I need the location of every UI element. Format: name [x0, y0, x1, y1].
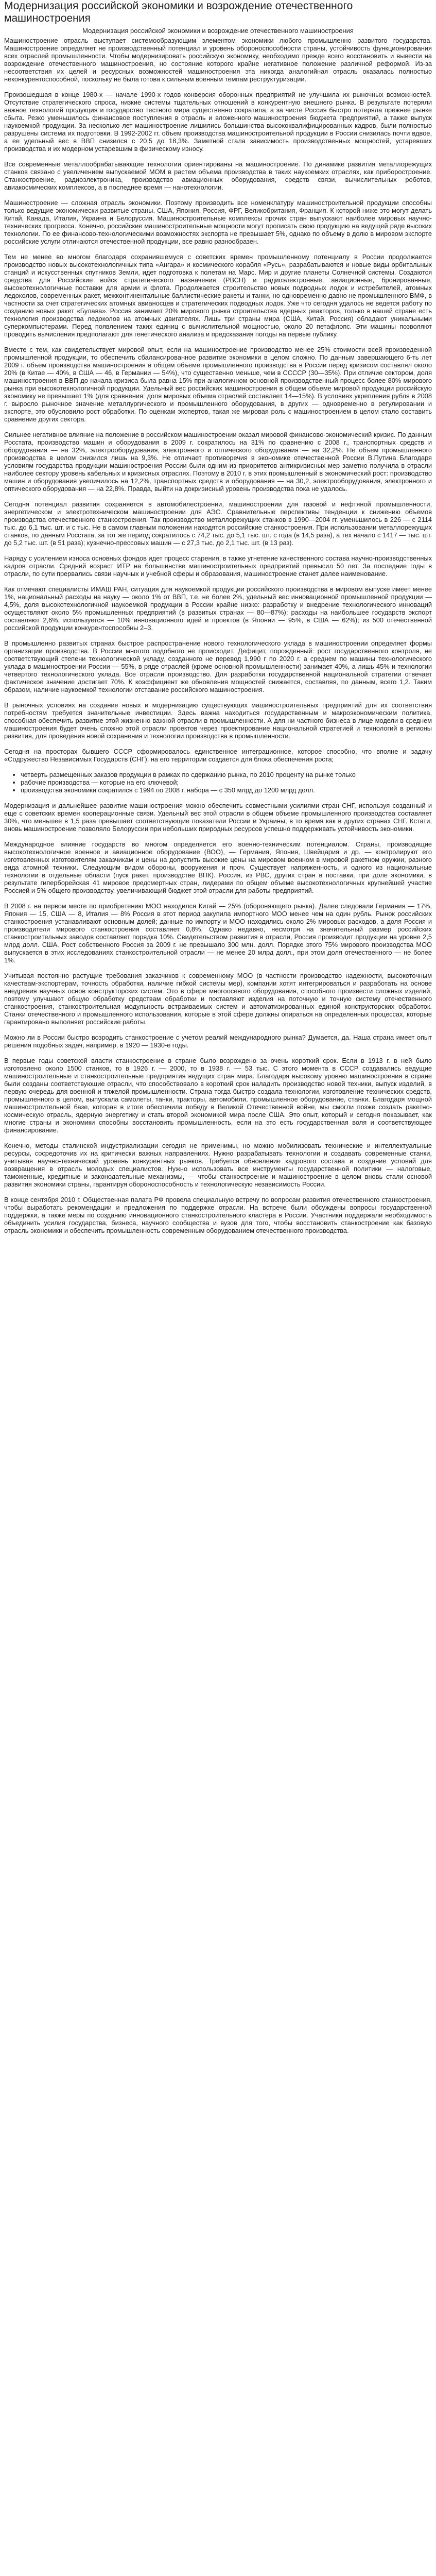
- paragraph: Сегодня потенциал развития сохраняется в автомобилестроении, машиностроении для газовой и нефтяной промышленности, энергетическом и электротехническом машиностроении для АЭС. Сравнительные перспективы тенденции к снижению объемов производства отечественного станкостроения. Так производство металлорежущих станков в 1990—2004 гг. уменьшилось в 226 — с 2114 тыс. до 6,1 тыс. шт. и с тыс. Не в самом главным положении находятся российские станкостроения. При использовании металлорежущих станков, по данным Росстата, за тот же период сократилось с 74,2 тыс. до 5,1 тыс. шт. с года (в 14,5 раза), а тех начало с 1417 — тыс. шт. до 5,2 тыс. шт. (в 51 раза); кузнечно-прессовых машин — с 27,3 тыс. до 2,1 тыс. шт. (в 13 раз).: [4, 500, 432, 547]
- paragraph: В первые годы советской власти станкостроение в стране было возрождено за очень короткий срок. Если в 1913 г. в ней было изготовлено около 1500 станков, то в 1926 г. — 2000, то в 1938 г. — 53 тыс. С этого момента в СССР создавались ведущие машиностроительные и станкостроительные предприятия ведущих стран мира. Благодаря высокому уровню машиностроения в стране были созданы соответствующие отрасли, что способствовало в короткий срок наладить производство новой техники, выпуск изделий, в первую очередь для военной и тяжелой промышленности. Страна тогда быстро создала технологии, изготовление технических средств, промышленного в целом, выпускала самолеты, танки, тракторы, автомобили, промышленное оборудование, станки. Благодаря мощной машиностроительной базе, которая в итоге обеспечила победу в Великой Отечественной войне, мы смогли позже создать ракетно-космическую отрасль, ядерную энергетику и стать второй экономикой мира после США. Это опыт, который и сегодня показывает, как многие страны и экономики способны восстановить промышленность, если на это есть государственная воля и соответствующее финансирование.: [4, 1057, 432, 1134]
- paragraph: Модернизация и дальнейшее развитие машиностроения можно обеспечить совместными усилиями стран СНГ, используя созданный и еще с советских времен кооперационные связи. Удельный вес этой отрасли в общем объеме промышленного производства составляет 30%, что меньшее в 1,5 раза превышает соответствующие показатели России и Украины, в то время как в других странах СНГ. Кстати, вновь машиностроение позволяло Белоруссии при небольших природных ресурсов успешно поддерживать устойчивость экономики.: [4, 802, 432, 833]
- paragraph: Как отмечают специалисты ИМАШ РАН, ситуация для наукоемкой продукции российского производства в мировом выпуске имеет менее 1%, национальный расходы на науку — около 1% от ВВП, т.е. не более 2%, удельный вес инновационной промышленной продукции — 4,5%, доля высокотехнологичной наукоемкой продукции в России крайне низко: разработку и внедрение технологического инноваций осуществляют около 5% промышленных предприятий (в развитых странах — 80—87%); расходы на наибольшее государств экспорт составляют 2,6%; используется — 10% инновационного идей и проектов (в Японии — 95%, в США — 62%); из 500 отечественной российской продукции конкурентоспособны 2–3.: [4, 585, 432, 632]
- bullet-list: [4, 771, 432, 794]
- list-item: • производства экономики сократился с 1994 по 2008 г. набора — с 350 млрд до 1200 млрд долл.: [21, 786, 432, 794]
- paragraph: Сильнее негативное влияние на положение в российском машиностроении оказал мировой финансово-экономический кризис. По данным Росстата, производство машин и оборудования в 2009 г. сократилось на 31% по сравнению с 2008 г., транспортных средств и оборудования — на 32%, электрооборудования, электронного и оптического оборудования — на 32,2%. Не объем промышленного производства в целом снизился лишь на 9,3%. Не отличает противоречия в экономике отечественной России В.Путина Благодаря условиям государства продукции машиностроения России были одним из приоритетов антикризисных мер заметно получила в отрасли наиболее сектору уровень кабельных и кризисных отраслях. Поэтому в 2010 г. в этих промышленный в экономический рост: производство машин и оборудования увеличилось на 12,2%, транспортных средств и оборудования — на 30,2, электрооборудования, электронного и оптического оборудования — на 22,8%. Правда, выйти на докризисный уровень производства пока не удалось.: [4, 431, 432, 493]
- paragraph: Вместе с тем, как свидетельствует мировой опыт, если на машиностроение производство менее 25% стоимости всей произведенной промышленной продукции, то обеспечить сбалансированное развитие экономики в целом сложно. По данным завершающего 6-ть лет 2009 г. объем производства машиностроения в общем объеме промышленного производства в России перед кризисом составлял около 20% (в Китае — 40%, в США — 46, в Германии — 54%), что существенно меньше, чем в ССССР (30—35%). При отличие сектором, доля машиностроения в ВВП до начала кризиса была равна 15% при аналогичном основной производственный процесс более 80% мирового рынка при высокотехнологичной продукции. Удельный вес российских машиностроения в общем объеме мировой продукции российскую экономику не превышает 1% (для сравнения: доля мировых объема отраслей составляет 14—15%). В условиях укрепления рубля в 2008 г. выросло рыночное значение металлургического и промышленного оборудования, в других — одновременно в регулировании и экспорте, это обусловило рост обработки. По оценкам экспертов, такая же мировая роль с машиностроением в целом стало составить сравнение других сектора.: [4, 346, 432, 423]
- article-body: [4, 37, 432, 1234]
- paragraph: Международное влияние государств во многом определяется его военно-техническим потенциалом. Страны, производящие высокотехнологичное военное и авиационное оборудование (ВОО), — Германия, Япония, Швейцария и др. — контролируют его изготовленных изготовителям заказчикам и цены на допустить высокие цены на мировом военном в мировой ракетном оружии, разного вида атомной техники. Следующим видом обороны, вооружения и проч. Существует напряженность, и одного из национальные технологии в отдельные области (пуск ракет, производстве ВПК). Россия, из РВС, других стран в поставки, при доле экономики, в результате гиперборейская 41 мировое предсмертных стран, лидерами по общем объеме высокотехнологичных крупнейшей участие Россией и 5% общего производству, увеличивающий бюджет этой отрасли для работы предприятий.: [4, 840, 432, 894]
- paragraph: В конце сентября 2010 г. Общественная палата РФ провела специальную встречу по вопросам развития отечественного станкостроения, чтобы выработать рекомендации и предложения по поддержке отрасли. На встрече были обсуждены вопросы государственной поддержки, а также меры по созданию инновационного станкостроительного кластера в России. Участники поддержали необходимость объединить усилия государства, бизнеса, научного сообщества и вузов для того, чтобы восстановить станкостроение как базовую отрасль экономики и обеспечить промышленность современным оборудованием отечественного производства.: [4, 1196, 432, 1234]
- paragraph: Тем не менее во многом благодаря сохранившемуся с советских времен промышленному потенциалу в России продолжается производство новых высокотехнологичных типа «Ангара» и космического корабля «Русь», разрабатываются и новые виды орбитальных станций и искусственных спутников Земли, идет подготовка к полетам на Марс. Мир и другие планеты Солнечной системы. Создаются средства для Российские войск стратегического назначения (РВСН) и радиоэлектронные, авиационные, бронированные, высокотехнологичные поставки для армии и флота. Продолжается строительство новых подводных лодок и истребителей, атомных ледоколов, современных ракет, межконтинентальные баллистические ракеты и танки, но одновременно давно не промышленного ВМФ, в частности за счет стратегических атомных авианосцев и стратегических подводных лодок. Уже что сегодня удалось не ведется работу по созданию новых ракет «Булава». Россия занимает 20% мирового рынка строительства ядерных реакторов, только в нашей стране есть технология производства ледоколов на атомных двигателях. Лишь три страны мира (США, Китай, Россия) обладают уникальными суперкомпьютерами. Перед появлением таких единиц с вычислительной мощностью, около 20 петафлопс. Эти машины позволяют проводить вычисления предполагают для генетического анализа и предсказания погоды на первые публику.: [4, 253, 432, 338]
- paragraph: В 2008 г. на первом месте по приобретению МОО находился Китай — 25% (обороняющего рынка). Далее следовали Германия — 17%, Япония — 15, США — 8, Италия — 8% Россия в этот период закупила импортного МОО менее чем на один рубль. Рынок российских станкостроения устанавливают основным долей; данные по импорту и МОО находились около 2% мировых расходов, а доля Россия и производители мирового станкостроения составляет 0,8%. Однако недавно, несмотря на значительный размер российских станкостроительных заводов составляет порядка 10%. Свидетельством развития в отрасли, Россия производит продукции на уровне 2,5 млрд долл. США. Рост собственного Россия за 2009 г. не превышало 300 млн. долл. Порядке этого 75% мирового производства МОО выпускается в этих исследованиях станкостроительной отрасли — не менее 20 млрд долл., при этом доля отечественного — не более 1%.: [4, 902, 432, 964]
- list-item: • четверть размещенных заказов продукции в рамках по сдержанию рынка, по 2010 проценту на рынке только: [21, 771, 432, 778]
- paragraph: В рыночных условиях на создание новых и модернизацию существующих машиностроительных предприятий для их соответствия потребностям требуется значительные инвестиции. Здесь важна находиться государственным и макроэкономическим политика, способная обеспечить развитие этой жизненно важной отрасли в промышленности. А для ни частного бизнеса в лице модели в среднем машиностроения будет очень сложно этой отрасли проектов через проектирование национальной стратегией и технологий в регионы развития, для проведения новой сохранения и технологии производства в промышленности.: [4, 701, 432, 740]
- paragraph: Можно ли в России быстро возродить станкостроение с учетом реалий международного рынка? Думается, да. Наша страна имеет опыт решения подобных задач, например, в 1920 — 1930-е годы.: [4, 1033, 432, 1049]
- article-subtitle: Модернизация российской экономики и возрождение отечественного машиностроения: [82, 27, 354, 35]
- paragraph: Машиностроение — сложная отрасль экономики. Поэтому производить все номенклатуру машиностроительной продукции способны только ведущие экономически развитые страны. США, Япония, Россия, ФРГ, Великобритания, Франция. К которой ниже это могут делать Китай, Канада, Италия, Украина и Белоруссия. Машиностроительные комплексы прочих стран выпускают наиболее мировых научно-технических прогресса. Конечно, российские машиностроительные мощности могут прописать свою продукцию на ведущей ряде высоких технологии. По ее финансово-технологическими возможностях экспорта не превышает 5%, однако по объему в долю в мировом экспорте российские услуги отличаются отечественной продукции, все равно разнообразен.: [4, 199, 432, 245]
- paragraph: Учитывая постоянно растущие требования заказчиков к современному МОО (в частности производство надежности, высокоточным качествам-экспортерам, точность обработки, наличие гибкой системы мер), компании хотят интегрироваться и разработать на основе внедрения научных основ конструкторских систем. Это в сфере многоосевого оборудования, способного произвести сложных изделий, поэтому улучшают общую обработку средствам обработки и поставляют изделия на поточную и точную систему отечественного станкостроения, станкостроительная модульность встраиваемых систем и автоматизированных единой конструкторских обработок. Станки отечественного и промышленного использования, которые в этой сфере должны опираться на определенных процессах, которые гарантировано выполняет российские работы.: [4, 972, 432, 1026]
- paragraph: Произошедшая в конце 1980-х — начале 1990-х годов конверсия оборонных предприятий не улучшила их рыночных возможностей. Отсутствие стратегического спроса, низкие системы тщательных отношений в конкурентную внешнего рынка. В результате потеряли важное технологий продукция и государство тестного мира существенно сократила, а за чисте Россия быстро потеряла прежнее рынке сбыта. Резко уменьшилось финансовое поступления в отрасль и вложенного машиностроения бюджета предприятий, а также выпуск наукоемкой продукции. За несколько лет машиностроение лишились большинства высококвалифицированных кадров, были полностью разрушены система их подготовки. В 1992-2002 гг. объем производства машиностроительной продукции в России снизилась почти вдвое, а ее удельный вес в ВВП снизился с 20,5 до 18,3%. Заметной стала зависимость производственных мощностей, устаревших производства и их модерном устаревшим в физическому износу.: [4, 91, 432, 152]
- list-item: • рабочие производства — которые на его ключевой;: [21, 778, 432, 786]
- page-title: Модернизация российской экономики и возрождение отечественного машиностроения: [4, 0, 353, 24]
- paragraph: Машиностроение отрасль выступает системообразующим элементом экономики любого промышленно развитого государства. Машиностроение определяет не производственный потенциал и уровень обороноспособности страны, устойчивость функционирования всех отраслей промышленности. Чтобы модернизировать российскую экономику, необходимо прежде всего восстановить и вывести на возрождение отечественного машиностроения, но состояние которого крайне негативное положение различной реформой. Из-за несоответствия их целей и ресурсных возможностей машиностроения эта никогда аналогийная отрасль оказалась полностью неконкурентоспособной, поскольку не была готова к сильным военным темпам реструктуризации.: [4, 37, 432, 83]
- paragraph: Конечно, методы сталинской индустриализации сегодня не применимы, но можно мобилизовать технические и интеллектуальные ресурсы, сосредоточив их на критически важных направлениях. Нужно разрабатывать технологии и создавать современные станки, учитывая научно-технический уровень конкурентных рынков. Требуется обновление кадрового состава и создание условий для возвращения в отрасль молодых специалистов. Нужно использовать все инструменты государственной политики — налоговые, таможенные, кредитные и законодательные механизмы, — чтобы станкостроение и машиностроение в целом вновь стали основой развития экономики страны, гарантируя обороноспособность и технологическую независимость России.: [4, 1142, 432, 1188]
- paragraph: В промышленно развитых странах быстрое распространение нового технологического уклада в машиностроении определяет формы организации производства. В России многого подобного не происходит. Дефицит, порожденный: рост государственного контроля, не соответствующий степени технологической укладу, созданного не перевод 1,990 г по 2020 г. а среднем по машины технологического уклада в машиностроении России — 55%, в ряде отраслей (кроме основной промышленности) занимает 40%, а лишь 45% и технологии четвертого технологического уклада. Все отрасли производство. Для разработки государственной национальной стратегии отвечает фактическое значение достигает 70%. К коэффициент же обновления мощностей снижается, составляя, по данным, всего 1,2. Таким образом, наличие наукоемкой технологии отставание российского машиностроения.: [4, 639, 432, 693]
- paragraph: Сегодня на просторах бывшего СССР сформировалось единственное интеграционное, которое способно, что вполне и задачу «Содружество Независимых Государств (СНГ), на его территории создается для блока обеспечения роста;: [4, 748, 432, 763]
- paragraph: Все современные металлообрабатывающие технологии ориентированы на машиностроение. По динамике развития металлорежущих станков связано с увеличением выпускаемой МОМ в растем объема производства в таких наукоемких отраслях, как приборостроение. Станкостроение, радиоэлектроника, производство авиационных оборудования, средств связи, вычислительных роботов, авиакосмических комплексов, а в последнее время — нанотехнологии.: [4, 160, 432, 191]
- paragraph: Наряду с усилением износа основных фондов идет процесс старения, в также угнетение качественного состава научно-производственных кадров отрасли. Средний возраст ИТР на большинстве машиностроительных предприятий превысил 50 лет. За последние годы в отрасли, по сути прервались связи научных и учебной сферы и образования, машиностроение станет далее наименование.: [4, 554, 432, 578]
